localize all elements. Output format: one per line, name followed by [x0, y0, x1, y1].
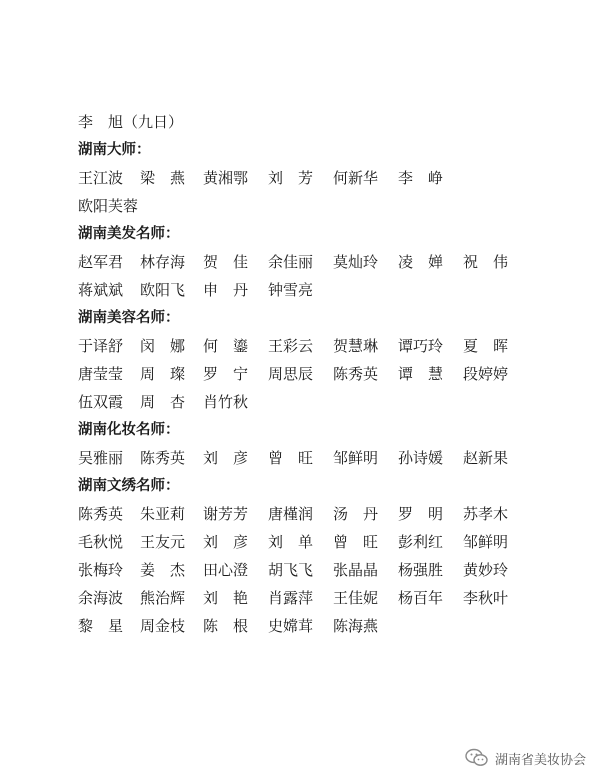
person-name: 陈秀英 [333, 365, 379, 383]
section-heading: 湖南化妆名师： [78, 422, 180, 438]
person-name: 邹鲜明 [463, 533, 509, 551]
person-name: 谭 慧 [398, 365, 444, 383]
person-name: 刘 彦 [203, 533, 249, 551]
person-name: 贺慧琳 [333, 337, 379, 355]
person-name: 陈 根 [203, 617, 249, 635]
person-name: 闵 娜 [140, 337, 186, 355]
person-name: 蒋斌斌 [78, 281, 124, 299]
person-name: 李秋叶 [463, 589, 509, 607]
person-name: 钟雪亮 [268, 281, 314, 299]
person-name: 唐槿润 [268, 505, 314, 523]
person-name: 曾 旺 [268, 449, 314, 467]
section-heading: 湖南美发名师： [78, 226, 180, 242]
person-name: 苏孝木 [463, 505, 509, 523]
person-name: 吴雅丽 [78, 449, 124, 467]
name-row [78, 332, 548, 360]
person-name: 罗 明 [398, 505, 444, 523]
person-name: 史嫦茸 [268, 617, 314, 635]
person-name: 祝 伟 [463, 253, 509, 271]
intro-line: 李 旭（九日） [78, 113, 184, 131]
person-name: 王友元 [140, 533, 186, 551]
person-name: 胡飞飞 [268, 561, 314, 579]
person-name: 刘 彦 [203, 449, 249, 467]
person-name: 王江波 [78, 169, 124, 187]
person-name: 罗 宁 [203, 365, 249, 383]
person-name: 陈秀英 [140, 449, 186, 467]
person-name: 夏 晖 [463, 337, 509, 355]
person-name: 李 峥 [398, 169, 444, 187]
person-name: 刘 单 [268, 533, 314, 551]
watermark-text: 湖南省美妆协会 [494, 752, 586, 768]
person-name: 孙诗媛 [398, 449, 444, 467]
watermark [465, 746, 586, 770]
person-name: 熊治辉 [140, 589, 186, 607]
person-name: 王彩云 [268, 337, 314, 355]
person-name: 梁 燕 [140, 169, 186, 187]
person-name: 于译舒 [78, 337, 124, 355]
person-name: 毛秋悦 [78, 533, 124, 551]
person-name: 张梅玲 [78, 561, 124, 579]
person-name: 杨百年 [398, 589, 444, 607]
person-name: 刘 艳 [203, 589, 249, 607]
name-row [78, 276, 548, 304]
person-name: 贺 佳 [203, 253, 249, 271]
person-name: 肖竹秋 [203, 393, 249, 411]
person-name: 段婷婷 [463, 365, 509, 383]
section-heading: 湖南美容名师： [78, 310, 180, 326]
name-row [78, 248, 548, 276]
person-name: 欧阳芙蓉 [78, 197, 139, 215]
person-name: 曾 旺 [333, 533, 379, 551]
person-name: 余海波 [78, 589, 124, 607]
person-name: 赵新果 [463, 449, 509, 467]
person-name: 周思辰 [268, 365, 314, 383]
person-name: 谢芳芳 [203, 505, 249, 523]
name-row [78, 584, 548, 612]
person-name: 朱亚莉 [140, 505, 186, 523]
person-name: 周金枝 [140, 617, 186, 635]
person-name: 黄湘鄂 [203, 169, 249, 187]
person-name: 张晶晶 [333, 561, 379, 579]
person-name: 欧阳飞 [140, 281, 186, 299]
person-name: 王佳妮 [333, 589, 379, 607]
section-heading: 湖南大师： [78, 142, 151, 158]
name-row [78, 192, 548, 220]
section-heading: 湖南文绣名师： [78, 478, 180, 494]
person-name: 谭巧玲 [398, 337, 444, 355]
name-row [78, 388, 548, 416]
person-name: 何 鎏 [203, 337, 249, 355]
person-name: 莫灿玲 [333, 253, 379, 271]
name-row [78, 164, 548, 192]
name-row [78, 360, 548, 388]
person-name: 邹鲜明 [333, 449, 379, 467]
name-row [78, 528, 548, 556]
person-name: 刘 芳 [268, 169, 314, 187]
person-name: 黎 星 [78, 617, 124, 635]
person-name: 陈海燕 [333, 617, 379, 635]
person-name: 唐莹莹 [78, 365, 124, 383]
name-row [78, 444, 548, 472]
name-row [78, 556, 548, 584]
person-name: 姜 杰 [140, 561, 186, 579]
name-row [78, 500, 548, 528]
person-name: 周 璨 [140, 365, 186, 383]
person-name: 周 杏 [140, 393, 186, 411]
person-name: 赵军君 [78, 253, 124, 271]
person-name: 汤 丹 [333, 505, 379, 523]
person-name: 田心澄 [203, 561, 249, 579]
person-name: 黄妙玲 [463, 561, 509, 579]
person-name: 陈秀英 [78, 505, 124, 523]
person-name: 杨强胜 [398, 561, 444, 579]
person-name: 肖露萍 [268, 589, 314, 607]
person-name: 伍双霞 [78, 393, 124, 411]
person-name: 彭利红 [398, 533, 444, 551]
person-name: 凌 婵 [398, 253, 444, 271]
name-row [78, 612, 548, 640]
person-name: 申 丹 [203, 281, 249, 299]
person-name: 何新华 [333, 169, 379, 187]
person-name: 林存海 [140, 253, 186, 271]
wechat-icon [465, 748, 489, 768]
person-name: 余佳丽 [268, 253, 314, 271]
